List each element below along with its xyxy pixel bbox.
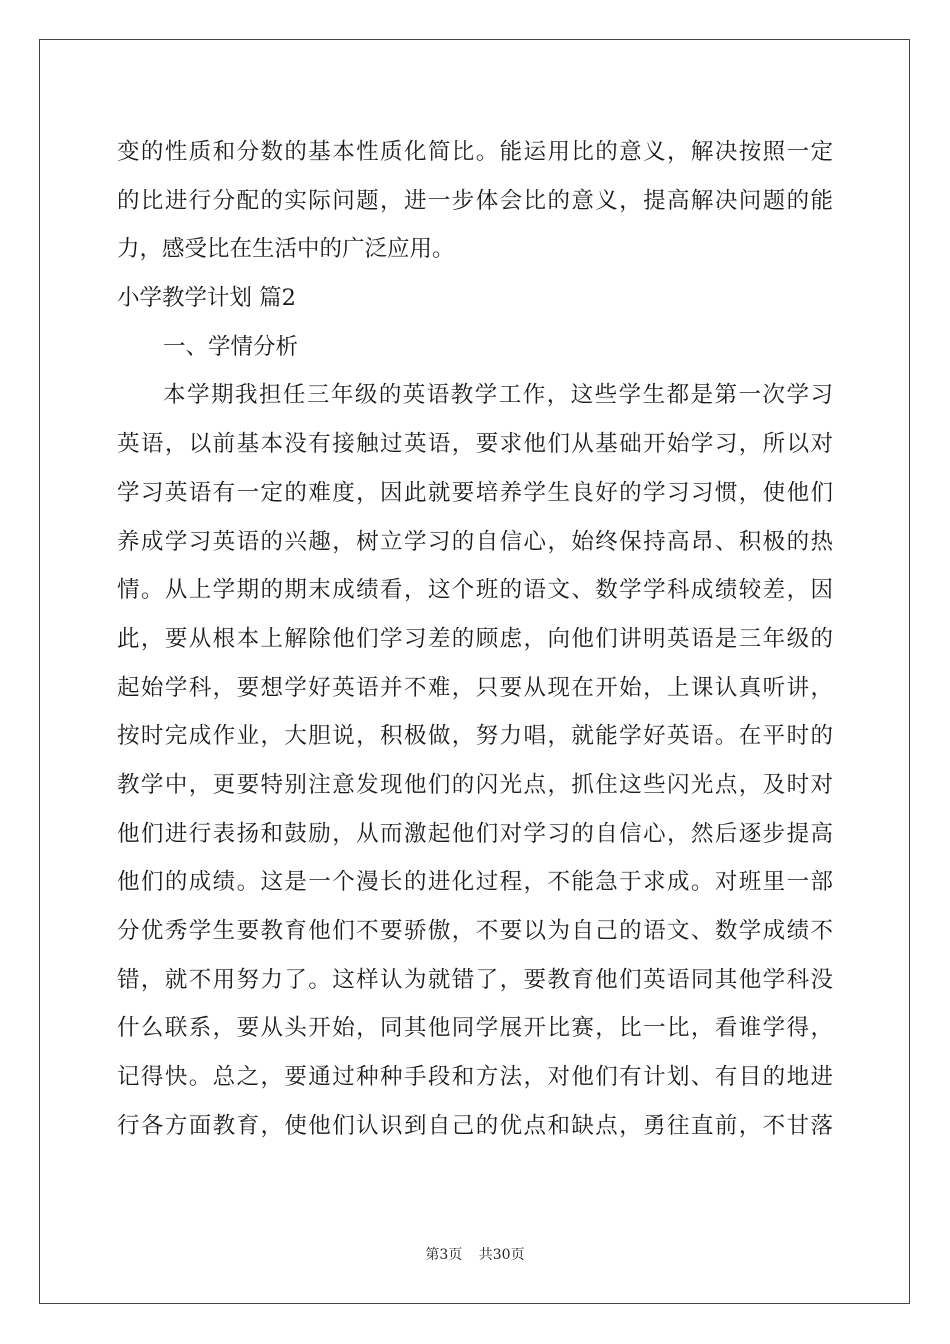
section-heading: 小学教学计划 篇2 <box>117 285 296 312</box>
text-line: 养成学习英语的兴趣，树立学习的自信心，始终保持高昂、积极的热 <box>117 528 833 555</box>
total-pages: 共30页 <box>478 1247 525 1263</box>
text-line: 情。从上学期的期末成绩看，这个班的语文、数学学科成绩较差，因 <box>117 577 833 604</box>
text-line: 力，感受比在生活中的广泛应用。 <box>117 236 455 263</box>
text-line: 什么联系，要从头开始，同其他同学展开比赛，比一比，看谁学得， <box>117 1015 833 1042</box>
text-line: 行各方面教育，使他们认识到自己的优点和缺点，勇往直前，不甘落 <box>117 1112 833 1139</box>
text-line: 的比进行分配的实际问题，进一步体会比的意义，提高解决问题的能 <box>117 187 833 214</box>
text-line: 他们的成绩。这是一个漫长的进化过程，不能急于求成。对班里一部 <box>117 869 833 896</box>
text-line: 英语，以前基本没有接触过英语，要求他们从基础开始学习，所以对 <box>117 431 833 458</box>
text-line: 学习英语有一定的难度，因此就要培养学生良好的学习习惯，使他们 <box>117 479 833 506</box>
text-line: 按时完成作业，大胆说，积极做，努力唱，就能学好英语。在平时的 <box>117 723 833 750</box>
text-line: 分优秀学生要教育他们不要骄傲，不要以为自己的语文、数学成绩不 <box>117 918 833 944</box>
page-footer <box>0 1245 950 1265</box>
text-line: 错，就不用努力了。这样认为就错了，要教育他们英语同其他学科没 <box>117 966 833 993</box>
subsection-heading: 一、学情分析 <box>163 333 299 360</box>
page-number: 第3页 <box>425 1247 463 1263</box>
document-body <box>117 128 833 1150</box>
text-line: 教学中，更要特别注意发现他们的闪光点，抓住这些闪光点，及时对 <box>117 771 833 798</box>
text-line: 此，要从根本上解除他们学习差的顾虑，向他们讲明英语是三年级的 <box>117 625 833 652</box>
text-line: 起始学科，要想学好英语并不难，只要从现在开始，上课认真听讲， <box>117 674 833 701</box>
text-line: 本学期我担任三年级的英语教学工作，这些学生都是第一次学习 <box>163 382 833 409</box>
text-line: 他们进行表扬和鼓励，从而激起他们对学习的自信心，然后逐步提高 <box>117 820 833 847</box>
text-line: 记得快。总之，要通过种种手段和方法，对他们有计划、有目的地进 <box>117 1064 833 1091</box>
text-line: 变的性质和分数的基本性质化简比。能运用比的意义，解决按照一定 <box>117 139 833 165</box>
